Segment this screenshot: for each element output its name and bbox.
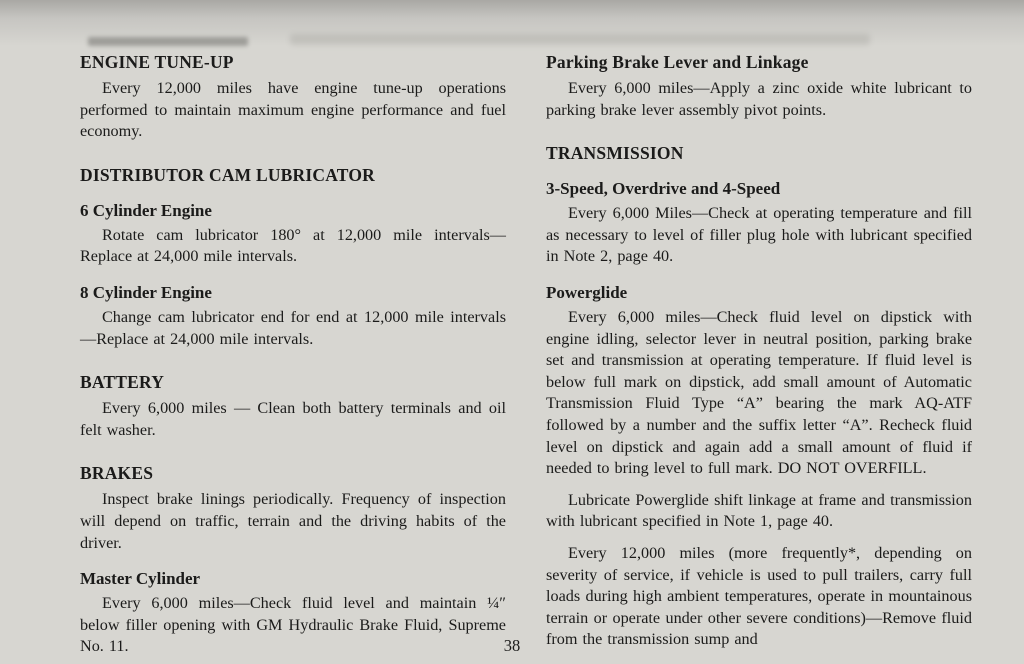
paragraph-brakes: Inspect brake linings periodically. Frequency of inspection will depend on traffic, terrain and the driving habits of the driver. xyxy=(80,490,506,552)
page-number: 38 xyxy=(503,636,521,655)
heading-6-cylinder-engine: 6 Cylinder Engine xyxy=(80,200,212,220)
heading-distributor-cam-lubricator: DISTRIBUTOR CAM LUBRICATOR xyxy=(80,164,375,185)
paragraph-powerglide-shift-linkage: Lubricate Powerglide shift linkage at frame and transmission with lubricant specified in Note 1, page 40. xyxy=(546,490,972,531)
paragraph-8-cylinder-engine: Change cam lubricator end for end at 12,000 mile intervals—Replace at 24,000 mile intervals. xyxy=(80,307,506,348)
scan-ghost-print-left xyxy=(88,37,248,46)
heading-brakes: BRAKES xyxy=(80,463,154,484)
heading-powerglide: Powerglide xyxy=(546,282,628,302)
heading-master-cylinder: Master Cylinder xyxy=(80,569,201,589)
heading-parking-brake-lever-and-linkage: Parking Brake Lever and Linkage xyxy=(546,52,809,72)
paragraph-powerglide-fluid-check: Every 6,000 miles—Check fluid level on dipstick with engine idling, selector lever in neutral position, parking brake set and transmission at operating temperature. If fluid level is below full mark on dipstick, add small amount of Automatic Transmission Fluid Type “A” bearing the mark AQ-ATF followed by a number and the suffix letter “A”. Recheck fluid level on dipstick and again add a small amount of fluid if needed to bring level to full mark. DO NOT OVERFILL. xyxy=(546,307,972,478)
paragraph-powerglide-fluid-change: Every 12,000 miles (more frequently*, depending on severity of service, if vehicle is used to pull trailers, carry full loads during high ambient temperatures, operate in mountainous terrain or operate under other severe conditions)—Remove fluid from the transmission sump and xyxy=(546,543,972,649)
paragraph-battery: Every 6,000 miles — Clean both battery terminals and oil felt washer. xyxy=(80,399,506,439)
left-column xyxy=(80,52,506,664)
right-column xyxy=(546,52,972,664)
paragraph-3-speed: Every 6,000 Miles—Check at operating temperature and fill as necessary to level of filler plug hole with lubricant specified in Note 2, page 40. xyxy=(546,204,972,266)
scan-ghost-print-right xyxy=(290,34,870,45)
two-column-layout xyxy=(80,52,972,664)
heading-engine-tune-up: ENGINE TUNE-UP xyxy=(80,52,234,72)
paragraph-6-cylinder-engine: Rotate cam lubricator 180° at 12,000 mile intervals—Replace at 24,000 mile intervals. xyxy=(80,225,506,266)
paragraph-parking-brake: Every 6,000 miles—Apply a zinc oxide white lubricant to parking brake lever assembly pivot points. xyxy=(546,79,972,119)
heading-transmission: TRANSMISSION xyxy=(546,143,684,164)
paragraph-engine-tune-up: Every 12,000 miles have engine tune-up operations performed to maintain maximum engine performance and fuel economy. xyxy=(80,79,506,141)
heading-8-cylinder-engine: 8 Cylinder Engine xyxy=(80,282,212,302)
heading-battery: BATTERY xyxy=(80,372,165,393)
paragraph-master-cylinder: Every 6,000 miles—Check fluid level and maintain ¼″ below filler opening with GM Hydraulic Brake Fluid, Supreme No. 11. xyxy=(80,594,506,656)
heading-3-speed-overdrive-4-speed: 3-Speed, Overdrive and 4-Speed xyxy=(546,179,781,199)
